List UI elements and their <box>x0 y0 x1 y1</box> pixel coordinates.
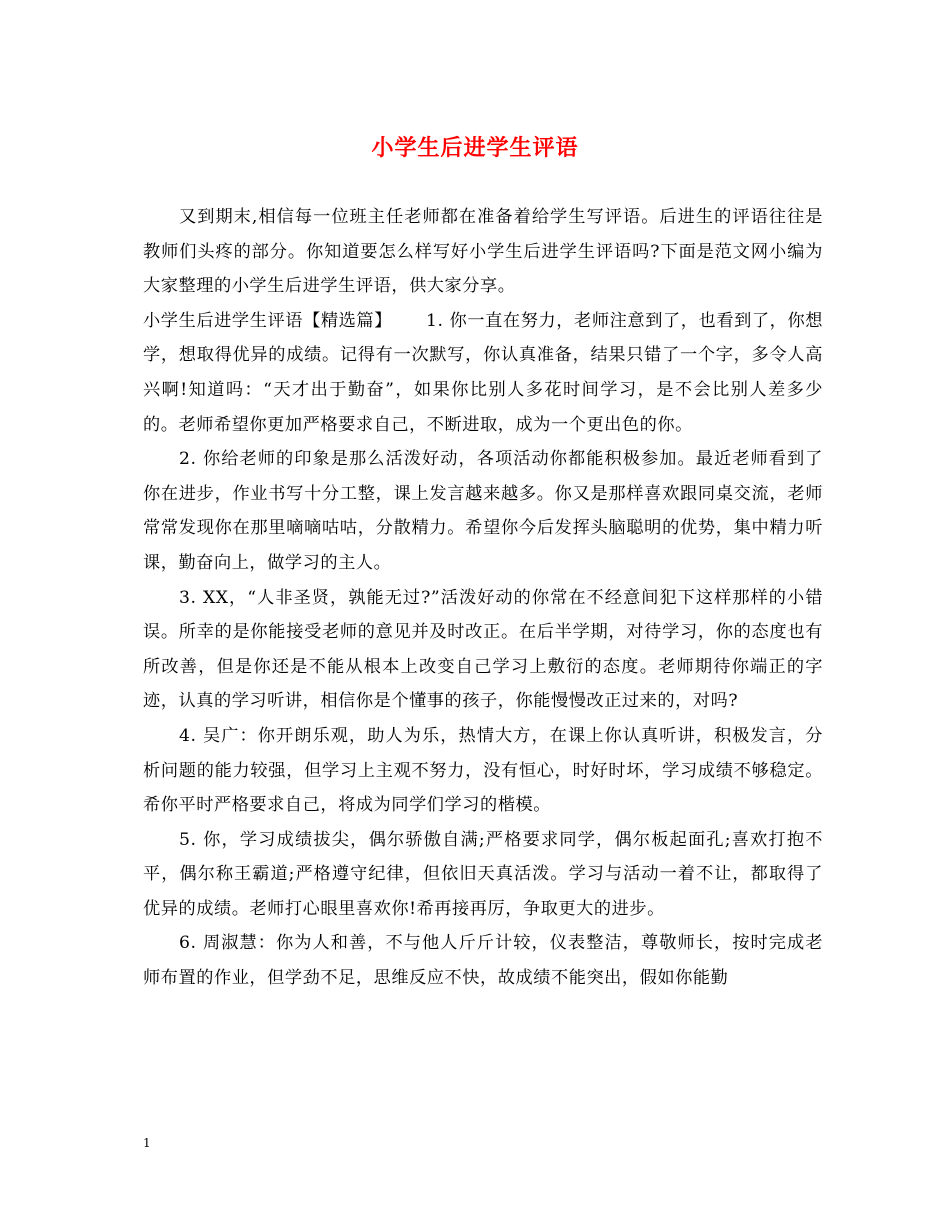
document-body <box>143 200 823 996</box>
document-title: 小学生后进学生评语 <box>371 135 579 161</box>
item-paragraph-1 <box>143 304 823 442</box>
item-paragraph-4: 4. 吴广：你开朗乐观，助人为乐，热情大方，在课上你认真听讲，积极发言，分析问题的能力较强，但学习上主观不努力，没有恒心，时好时坏，学习成绩不够稳定。希你平时严格要求自己，将成为同学们学习的楷模。 <box>143 725 823 816</box>
item-paragraph-3: 3. XX，“人非圣贤，孰能无过?”活泼好动的你常在不经意间犯下这样那样的小错误。所幸的是你能接受老师的意见并及时改正。在后半学期，对待学习，你的态度也有所改善，但是你还是不能从根本上改变自己学习上敷衍的态度。老师期待你端正的字迹，认真的学习听讲，相信你是个懂事的孩子，你能慢慢改正过来的，对吗? <box>143 587 823 712</box>
item-paragraph-5: 5. 你，学习成绩拔尖，偶尔骄傲自满;严格要求同学，偶尔板起面孔;喜欢打抱不平，偶尔称王霸道;严格遵守纪律，但依旧天真活泼。学习与活动一着不让，都取得了优异的成绩。老师打心眼里喜欢你!希再接再厉，争取更大的进步。 <box>143 829 823 919</box>
item-paragraph-2: 2. 你给老师的印象是那么活泼好动，各项活动你都能积极参加。最近老师看到了你在进步，作业书写十分工整，课上发言越来越多。你又是那样喜欢跟同桌交流，老师常常发现你在那里嘀嘀咕咕，分散精力。希望你今后发挥头脑聪明的优势，集中精力听课，勤奋向上，做学习的主人。 <box>143 449 823 573</box>
section-heading: 小学生后进学生评语【精选篇】 <box>143 310 392 331</box>
page-number: 1 <box>143 1136 151 1150</box>
item-text-1: 1. 你一直在努力，老师注意到了，也看到了，你想学，想取得优异的成绩。记得有一次默写，你认真准备，结果只错了一个字，多令人高兴啊!知道吗：“天才出于勤奋”，如果你比别人多花时间学习，是不会比别人差多少的。老师希望你更加严格要求自己，不断进取，成为一个更出色的你。 <box>143 310 823 435</box>
intro-paragraph: 又到期末,相信每一位班主任老师都在准备着给学生写评语。后进生的评语往往是教师们头疼的部分。你知道要怎么样写好小学生后进学生评语吗?下面是范文网小编为大家整理的小学生后进学生评语，供大家分享。 <box>143 207 823 297</box>
item-paragraph-6: 6. 周淑慧：你为人和善，不与他人斤斤计较，仪表整洁，尊敬师长，按时完成老师布置的作业，但学劲不足，思维反应不快，故成绩不能突出，假如你能勤 <box>143 933 823 989</box>
